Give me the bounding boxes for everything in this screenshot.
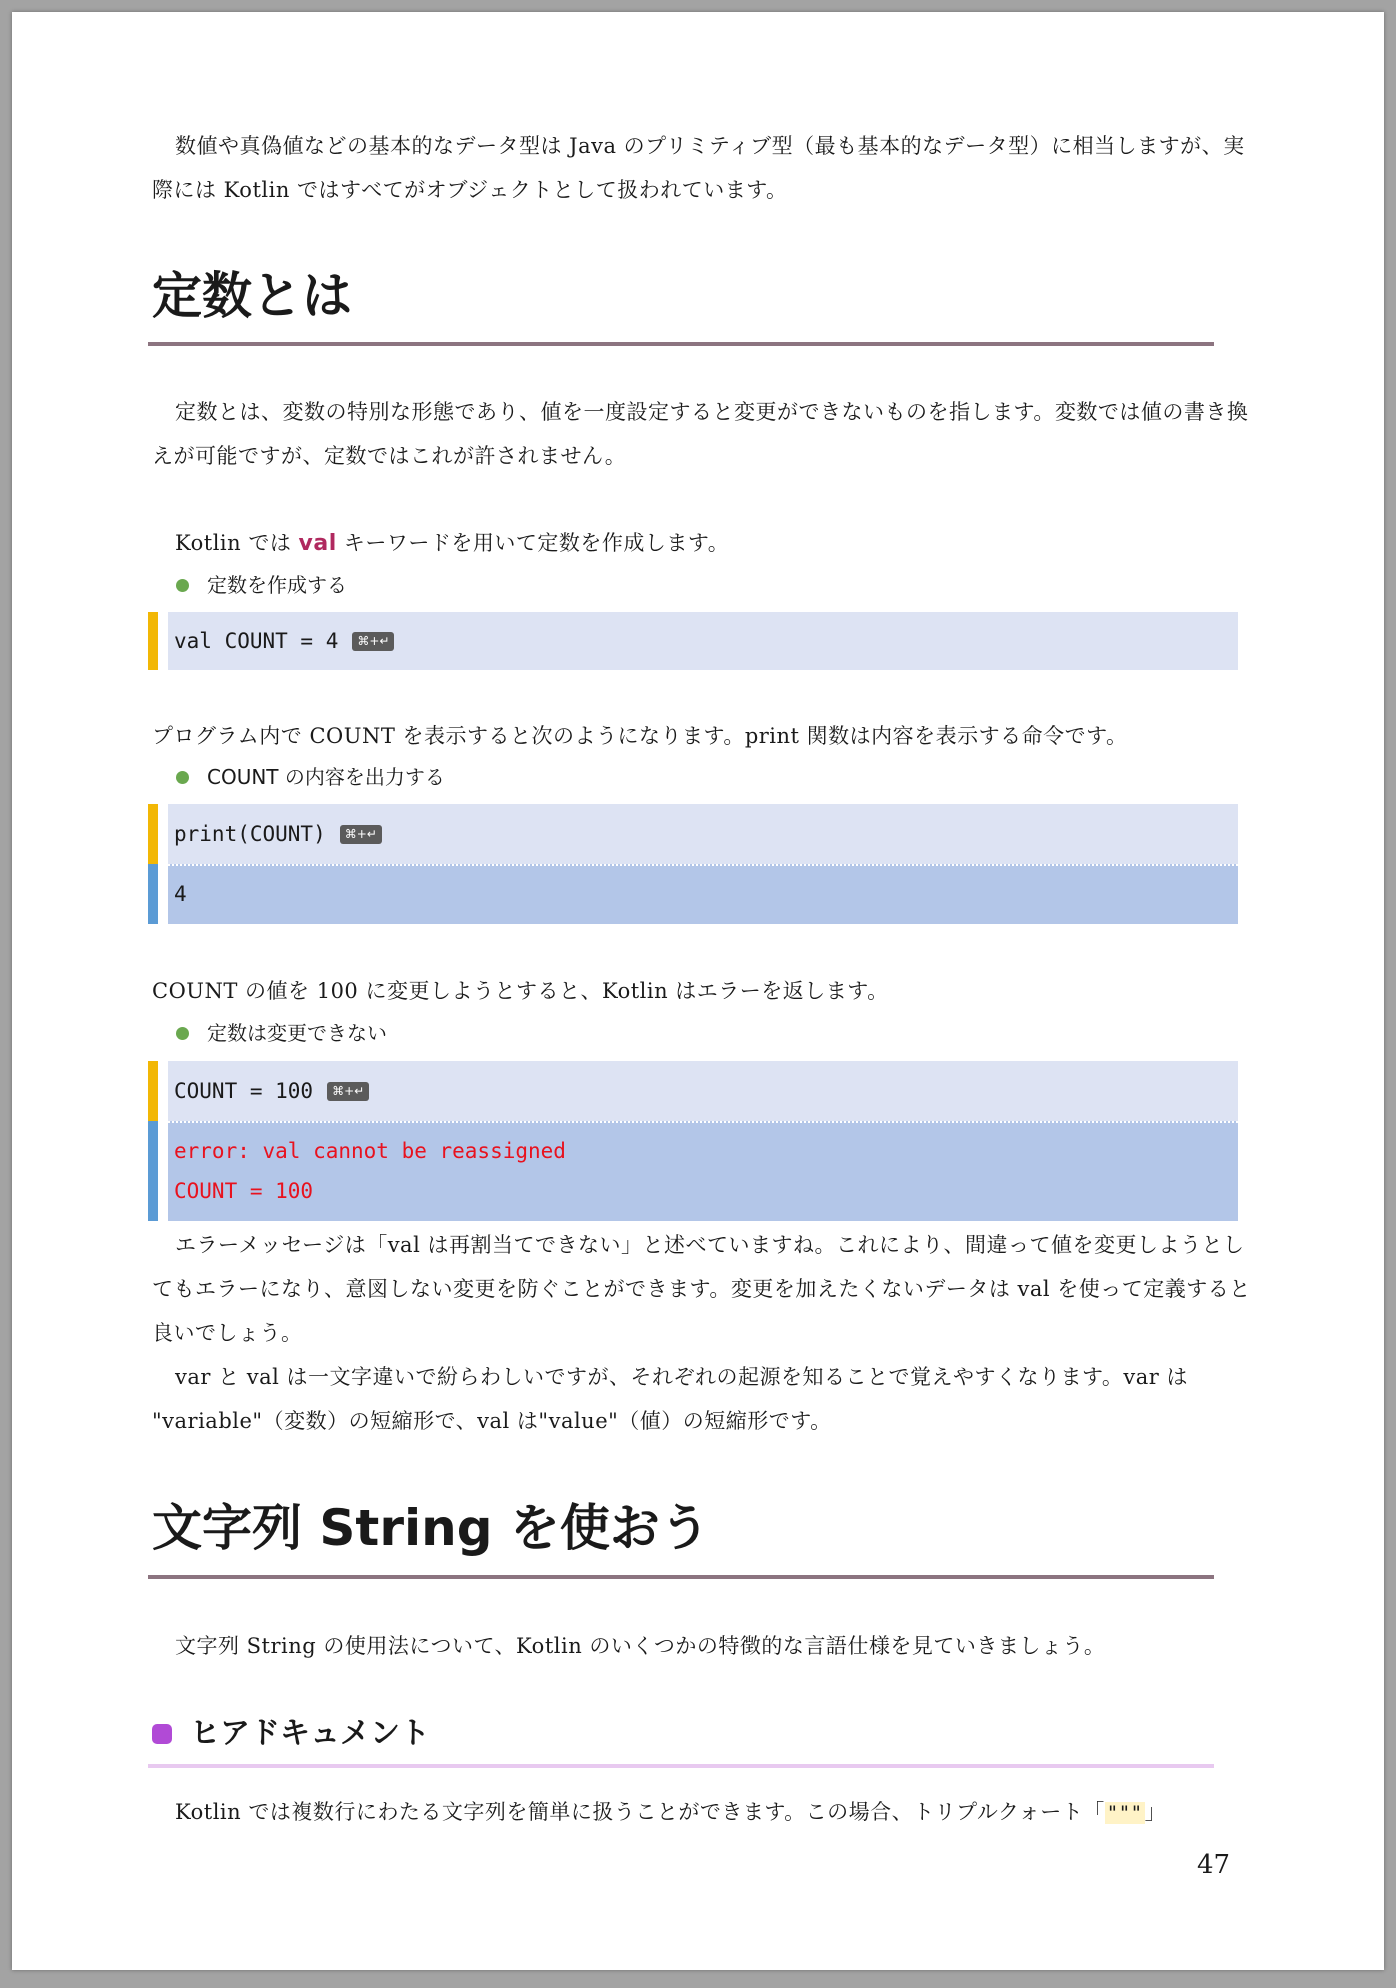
code-text: val COUNT = 4	[174, 629, 339, 653]
code-output-marker	[148, 864, 158, 924]
para2-text-pre: Kotlin では	[175, 531, 299, 555]
code-output-area	[168, 864, 1238, 924]
code-input-marker	[148, 1061, 158, 1121]
heading-string: 文字列 String を使おう	[152, 1499, 710, 1557]
code-output-marker	[148, 1121, 158, 1221]
constants-paragraph-4: COUNT の値を 100 に変更しようとすると、Kotlin はエラーを返します。	[152, 979, 889, 1003]
run-shortcut-button[interactable]: ⌘+↵	[340, 825, 382, 844]
code-text: print(COUNT)	[174, 822, 326, 846]
example3-caption-text: 定数は変更できない	[207, 1021, 387, 1045]
example2-caption-text: COUNT の内容を出力する	[207, 765, 445, 789]
code-block-example2	[148, 804, 1238, 864]
page-content	[12, 12, 1384, 1970]
code-block-example3	[148, 1061, 1238, 1121]
error-line-2: COUNT = 100	[174, 1179, 314, 1203]
run-shortcut-button[interactable]: ⌘+↵	[352, 632, 394, 651]
para2-text-pre: Kotlin では複数行にわたる文字列を簡単に扱うことができます。この場合、トリプルクォート「	[175, 1800, 1105, 1824]
heading-constants-rule	[148, 342, 1214, 346]
subheading-heredoc	[152, 1714, 430, 1754]
code-text: COUNT = 100	[174, 1079, 314, 1103]
code-output-example3	[148, 1121, 1238, 1221]
code-input-area[interactable]	[168, 612, 1238, 670]
bullet-dot-icon	[176, 1027, 189, 1040]
code-input-area[interactable]	[168, 1061, 1238, 1121]
code-input-marker	[148, 612, 158, 670]
example3-caption	[176, 1018, 387, 1048]
example2-caption	[176, 762, 445, 792]
document-page	[12, 12, 1384, 1970]
subheading-bullet-icon	[152, 1724, 172, 1744]
constants-paragraph-6: var と val は一文字違いで紛らわしいですが、それぞれの起源を知ることで覚えやすくなります。var は "variable"（変数）の短縮形で、val は"value"（値）の短縮形です。	[152, 1365, 1188, 1433]
code-output-example2	[148, 864, 1238, 924]
constants-paragraph-5: エラーメッセージは「val は再割当てできない」と述べていますね。これにより、間違って値を変更しようとしてもエラーになり、意図しない変更を防ぐことができます。変更を加えたくないデータは val を使って定義すると良いでしょう。	[152, 1233, 1251, 1345]
constants-paragraph-3: プログラム内で COUNT を表示すると次のようになります。print 関数は内容を表示する命令です。	[152, 724, 1128, 748]
string-paragraph-1: 文字列 String の使用法について、Kotlin のいくつかの特徴的な言語仕様を見ていきましょう。	[175, 1634, 1106, 1658]
constants-paragraph-1: 定数とは、変数の特別な形態であり、値を一度設定すると変更ができないものを指します。変数では値の書き換えが可能ですが、定数ではこれが許されません。	[152, 400, 1249, 468]
para2-text-post: キーワードを用いて定数を作成します。	[336, 531, 730, 555]
subheading-heredoc-text: ヒアドキュメント	[190, 1716, 430, 1751]
code-block-example1	[148, 612, 1238, 670]
code-input-area[interactable]	[168, 804, 1238, 864]
code-input-marker	[148, 804, 158, 864]
val-keyword: val	[298, 531, 337, 556]
example1-caption-text: 定数を作成する	[207, 573, 347, 597]
heading-string-rule	[148, 1575, 1214, 1579]
error-line-1: error: val cannot be reassigned	[174, 1139, 566, 1163]
example1-caption	[176, 570, 347, 600]
output-line: 4	[174, 882, 187, 906]
bullet-dot-icon	[176, 579, 189, 592]
para2-text-post: 」	[1144, 1800, 1167, 1824]
code-output-area	[168, 1121, 1238, 1221]
constants-paragraph-2	[152, 521, 1260, 566]
page-number: 47	[1197, 1850, 1231, 1880]
run-shortcut-button[interactable]: ⌘+↵	[327, 1082, 369, 1101]
intro-paragraph: 数値や真偽値などの基本的なデータ型は Java のプリミティブ型（最も基本的なデータ型）に相当しますが、実際には Kotlin ではすべてがオブジェクトとして扱われています。	[152, 134, 1245, 202]
bullet-dot-icon	[176, 771, 189, 784]
heading-constants: 定数とは	[152, 267, 352, 325]
subheading-rule	[148, 1764, 1214, 1768]
triple-quote-code: """	[1106, 1802, 1143, 1824]
string-paragraph-2	[152, 1790, 1260, 1835]
